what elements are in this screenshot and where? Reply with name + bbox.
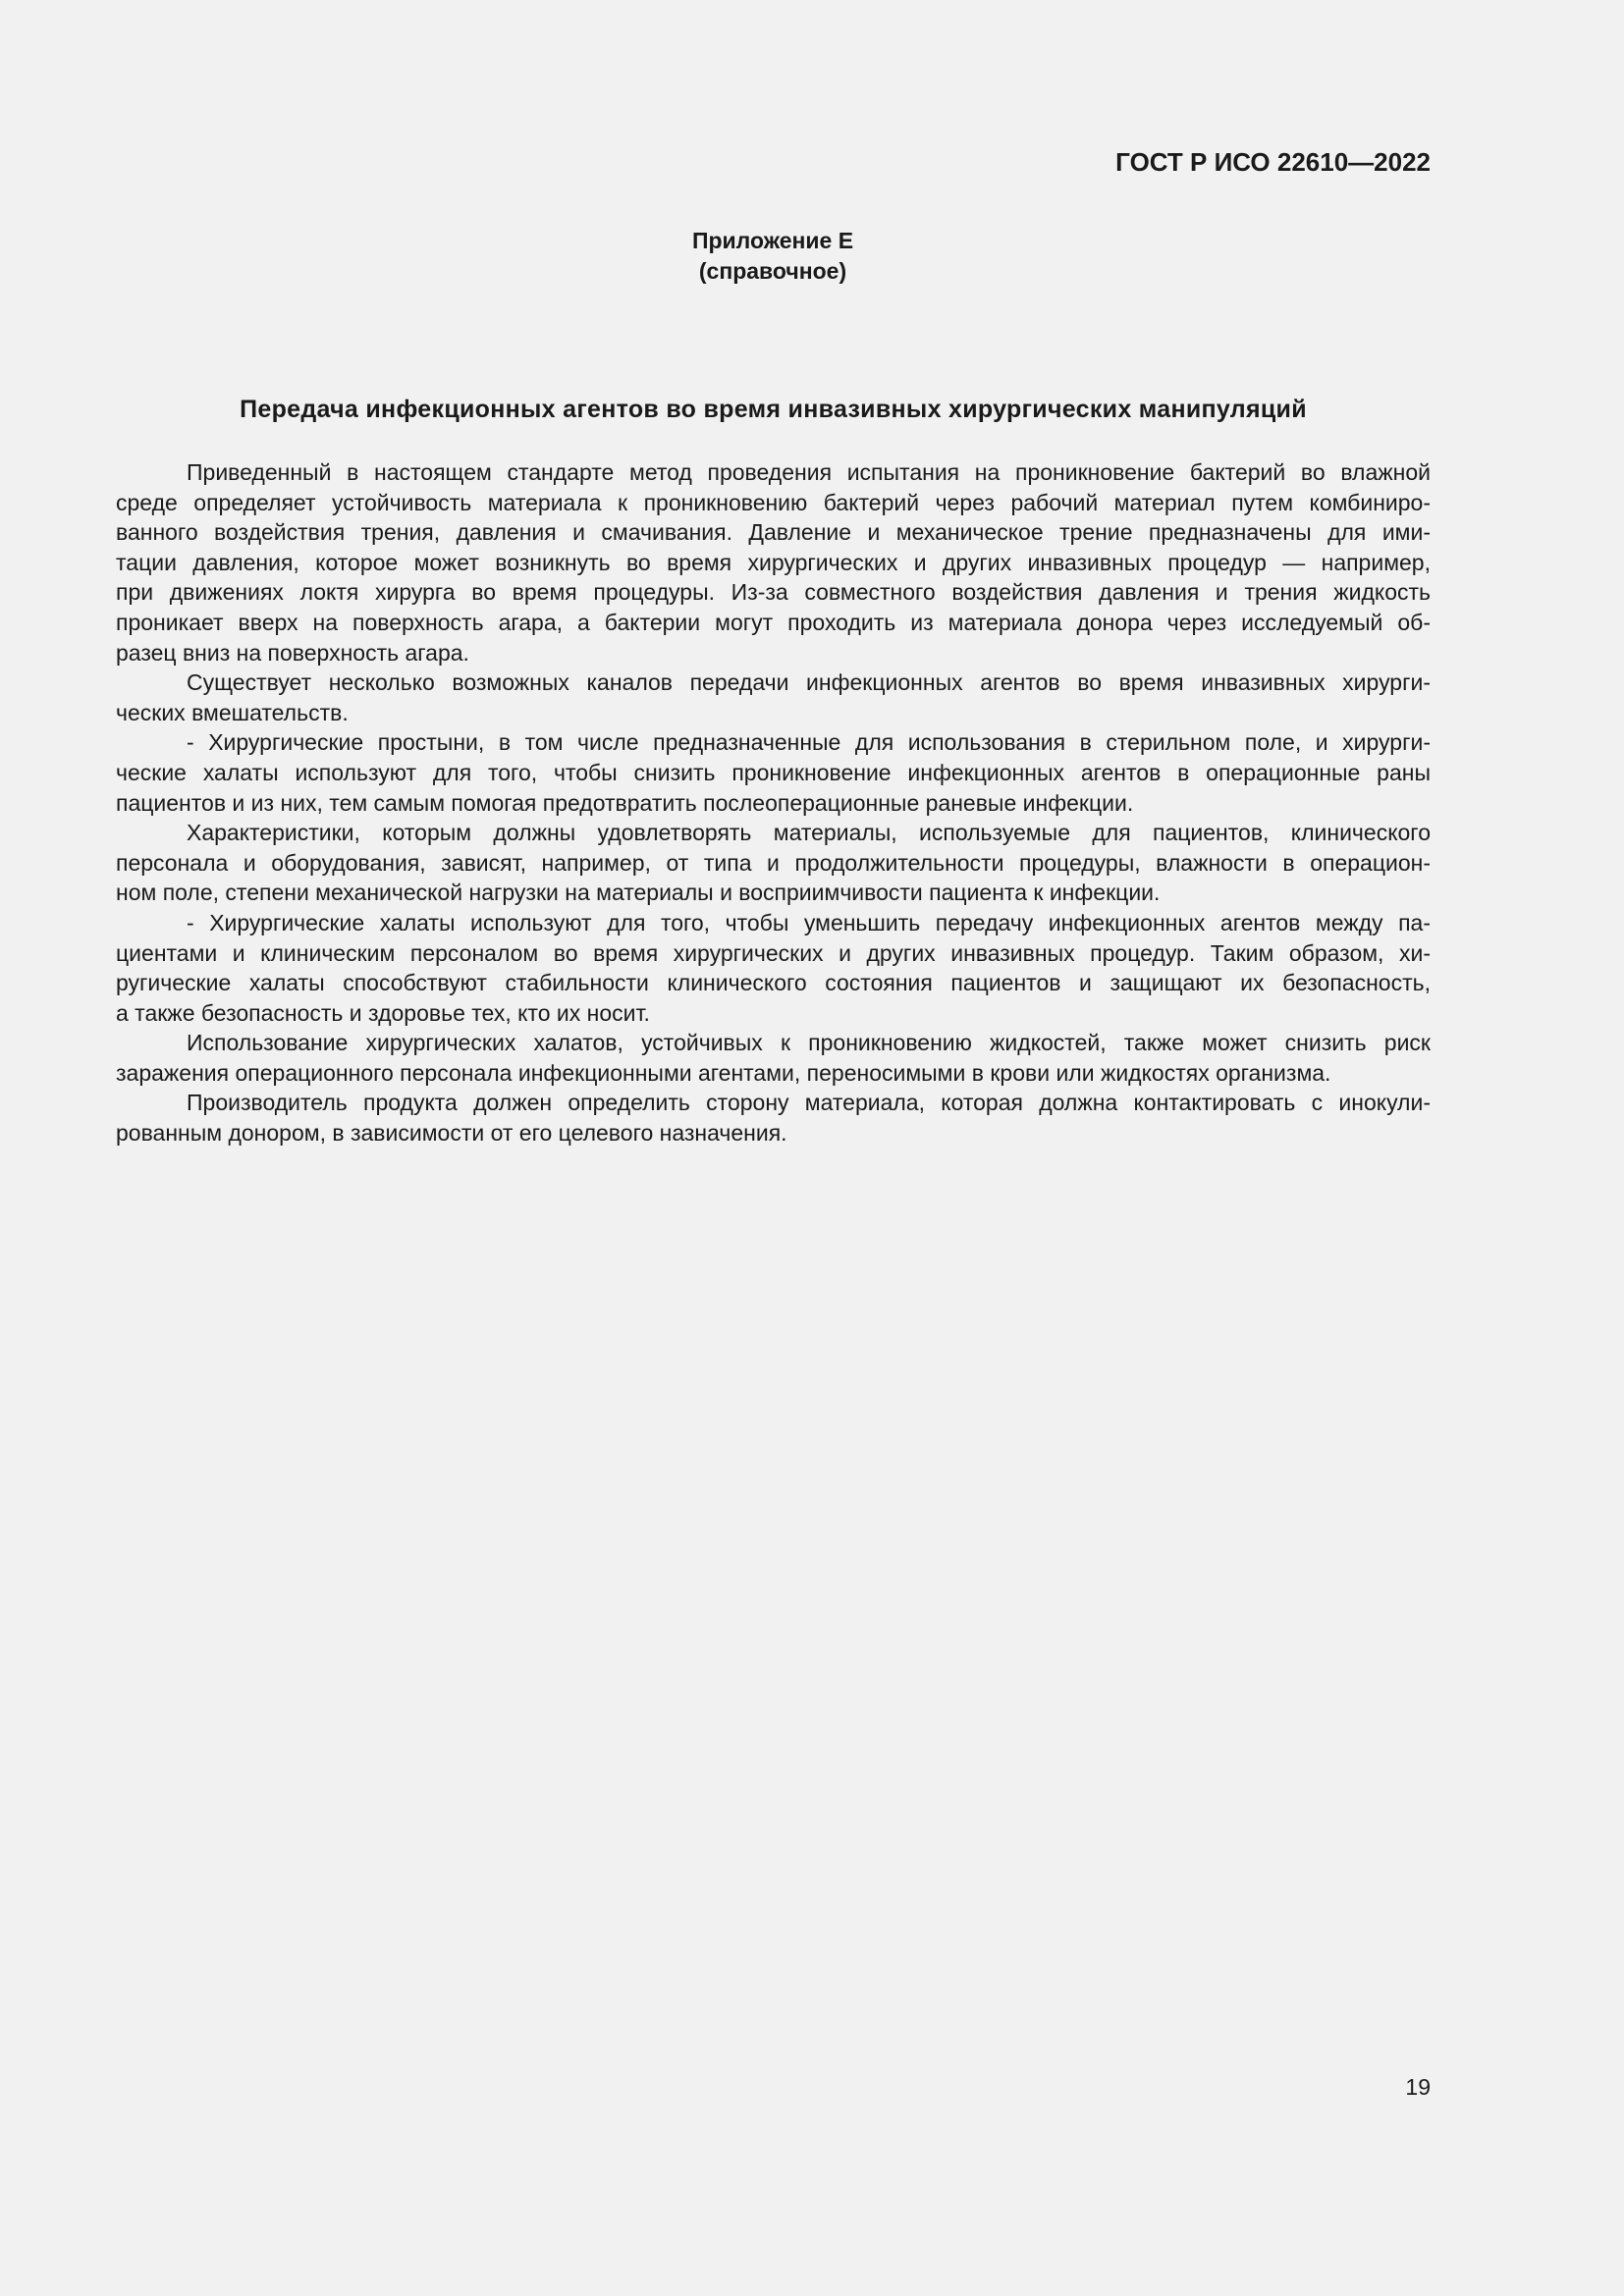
paragraph-line: персонала и оборудования, зависят, например, от типа и продолжительности процедуры, влажности в операцион- (116, 849, 1431, 876)
paragraph (116, 818, 1431, 908)
paragraph-line: разец вниз на поверхность агара. (116, 639, 469, 666)
paragraph-line: ном поле, степени механической нагрузки на материалы и восприимчивости пациента к инфекции. (116, 880, 1161, 906)
paragraph-line: ванного воздействия трения, давления и смачивания. Давление и механическое трение предназначены для ими- (116, 519, 1431, 546)
body-text (116, 457, 1431, 1148)
paragraph-line: - Хирургические халаты используют для того, чтобы уменьшить передачу инфекционных агентов между па- (187, 909, 1431, 935)
paragraph-line: циентами и клиническим персоналом во время хирургических и других инвазивных процедур. Таким образом, хи- (116, 939, 1431, 966)
paragraph-line: заражения операционного персонала инфекционными агентами, переносимыми в крови или жидкостях организма. (116, 1059, 1331, 1086)
paragraph (116, 1028, 1431, 1088)
page-number: 19 (1405, 2074, 1431, 2100)
paragraph-line: Характеристики, которым должны удовлетворять материалы, используемые для пациентов, клинического (187, 820, 1431, 846)
paragraph-line: а также безопасность и здоровье тех, кто их носит. (116, 999, 650, 1026)
document-code: ГОСТ Р ИСО 22610—2022 (1115, 147, 1431, 177)
paragraph-line: Использование хирургических халатов, устойчивых к проникновению жидкостей, также может снизить риск (187, 1030, 1431, 1056)
appendix-title: Приложение Е (691, 228, 854, 253)
appendix-subtitle: (справочное) (698, 258, 847, 284)
paragraph-line: пациентов и из них, тем самым помогая предотвратить послеоперационные раневые инфекции. (116, 789, 1134, 816)
paragraph-line: - Хирургические простыни, в том числе предназначенные для использования в стерильном поле, и хирурги- (187, 729, 1431, 756)
paragraph-line: среде определяет устойчивость материала к проникновению бактерий через рабочий материал путем комбиниро- (116, 489, 1431, 515)
paragraph (116, 457, 1431, 667)
paragraph-line: Существует несколько возможных каналов передачи инфекционных агентов во время инвазивных хирурги- (187, 669, 1431, 696)
paragraph (116, 727, 1431, 818)
paragraph-line: ческих вмешательств. (116, 699, 349, 725)
paragraph-line: Производитель продукта должен определить сторону материала, которая должна контактировать с инокули- (187, 1090, 1431, 1116)
section-heading: Передача инфекционных агентов во время инвазивных хирургических манипуляций (240, 396, 1307, 423)
paragraph-line: рованным донором, в зависимости от его целевого назначения. (116, 1120, 787, 1147)
paragraph-line: проникает вверх на поверхность агара, а бактерии могут проходить из материала донора через исследуемый об- (116, 609, 1431, 635)
paragraph-line: тации давления, которое может возникнуть во время хирургических и других инвазивных процедур — например, (116, 549, 1431, 575)
paragraph-line: при движениях локтя хирурга во время процедуры. Из-за совместного воздействия давления и трения жидкость (116, 579, 1431, 606)
appendix-title-block (0, 226, 1545, 287)
paragraph-line: Приведенный в настоящем стандарте метод проведения испытания на проникновение бактерий во влажной (187, 459, 1431, 485)
paragraph (116, 667, 1431, 727)
paragraph (116, 908, 1431, 1028)
paragraph-line: ческие халаты используют для того, чтобы снизить проникновение инфекционных агентов в операционные раны (116, 759, 1431, 785)
paragraph-line: ругические халаты способствуют стабильности клинического состояния пациентов и защищают их безопасность, (116, 970, 1431, 996)
paragraph (116, 1088, 1431, 1148)
